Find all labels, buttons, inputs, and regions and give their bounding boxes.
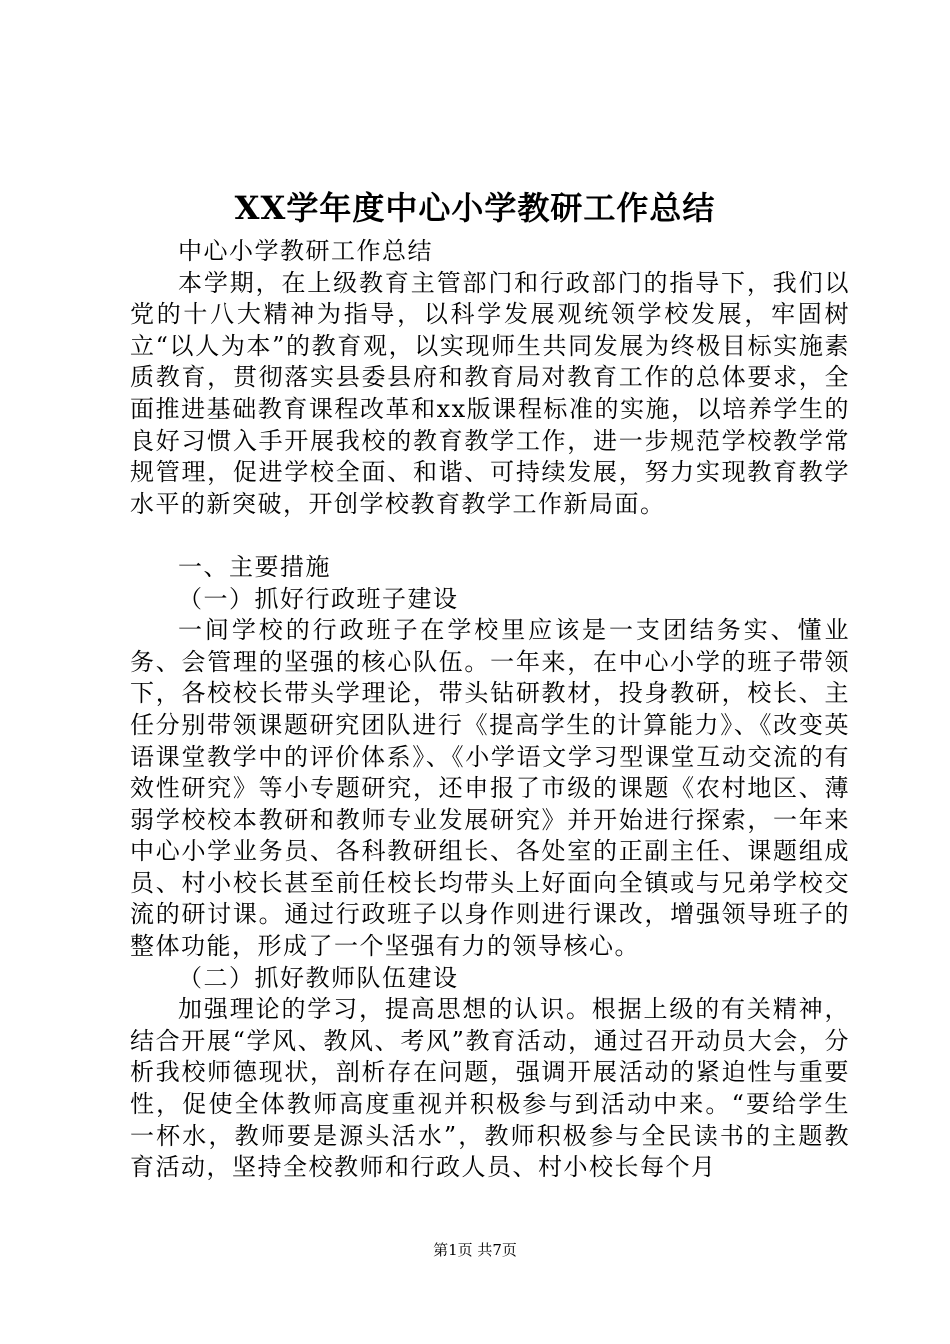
intro-paragraph: 本学期，在上级教育主管部门和行政部门的指导下，我们以党的十八大精神为指导，以科学发展观统领学校发展，牢固树立“以人为本”的教育观，以实现师生共同发展为终极目标实施素质教育，贯彻落实县委县府和教育局对教育工作的总体要求，全面推进基础教育课程改革和xx版课程标准的实施，以培养学生的良好习惯入手开展我校的教育教学工作，进一步规范学校教学常规管理，促进学校全面、和谐、可持续发展，努力实现教育教学水平的新突破，开创学校教育教学工作新局面。 [130,268,850,518]
section-heading: 一、主要措施 [178,552,331,581]
body-paragraph: 一间学校的行政班子在学校里应该是一支团结务实、懂业务、会管理的坚强的核心队伍。一年来，在中心小学的班子带领下，各校校长带头学理论，带头钻研教材，投身教研，校长、主任分别带领课题研究团队进行《提高学生的计算能力》、《改变英语课堂教学中的评价体系》、《小学语文学习型课堂互动交流的有效性研究》等小专题研究，还申报了市级的课题《农村地区、薄弱学校校本教研和教师专业发展研究》并开始进行探索，一年来中心小学业务员、各科教研组长、各处室的正副主任、课题组成员、村小校长甚至前任校长均带头上好面向全镇或与兄弟学校交流的研讨课。通过行政班子以身作则进行课改，增强领导班子的整体功能，形成了一个坚强有力的领导核心。 [130,616,850,961]
page-footer: 第1页 共7页 [433,1241,517,1259]
subsection-heading: （二）抓好教师队伍建设 [178,963,459,992]
document-title: XX学年度中心小学教研工作总结 [234,189,716,227]
subsection-heading: （一）抓好行政班子建设 [178,584,459,613]
document-body [130,236,850,1184]
subtitle-paragraph: 中心小学教研工作总结 [178,237,433,265]
blank-line [130,520,850,552]
body-paragraph: 加强理论的学习，提高思想的认识。根据上级的有关精神，结合开展“学风、教风、考风”教育活动，通过召开动员大会，分析我校师德现状，剖析存在问题，强调开展活动的紧迫性与重要性，促使全体教师高度重视并积极参与到活动中来。“要给学生一杯水，教师要是源头活水”，教师积极参与全民读书的主题教育活动，坚持全校教师和行政人员、村小校长每个月 [130,995,850,1182]
